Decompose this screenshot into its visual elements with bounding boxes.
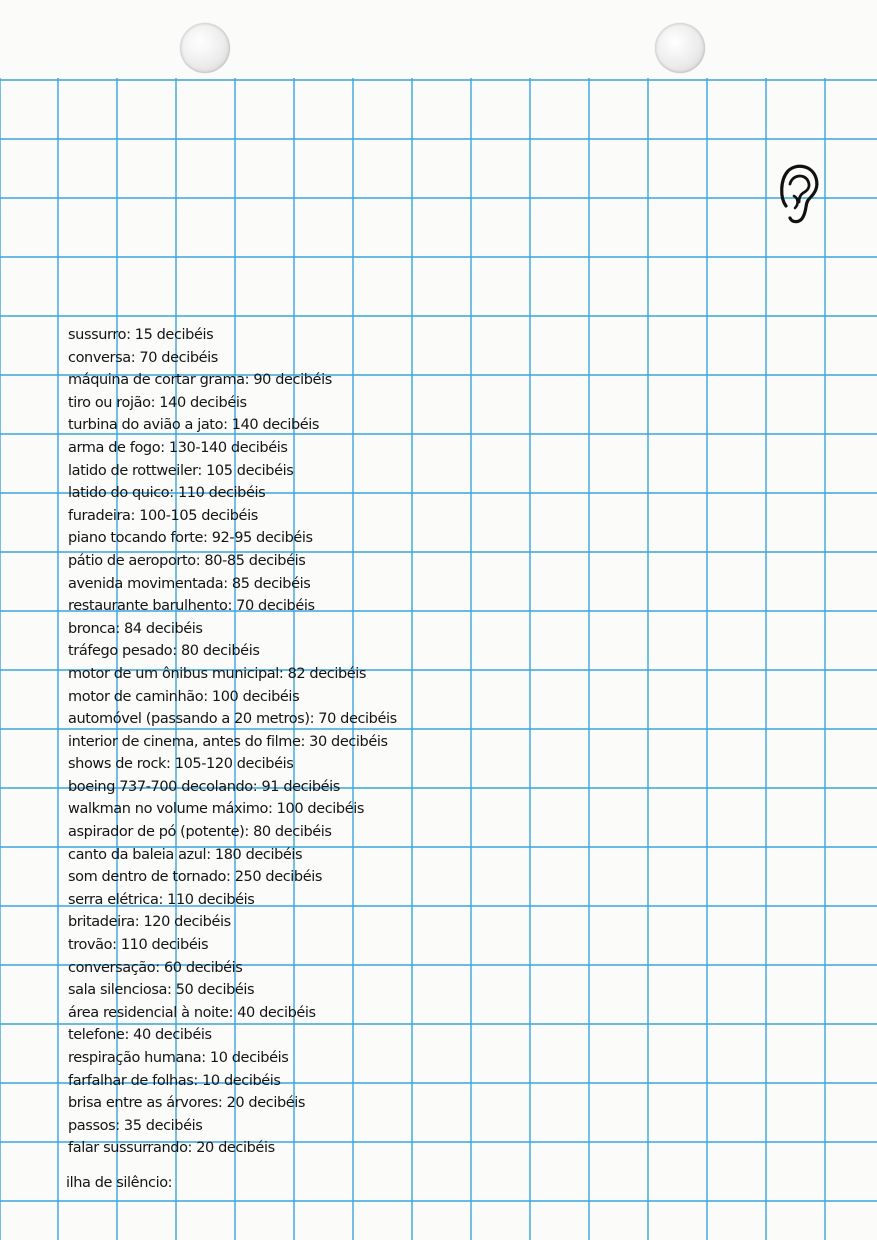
list-item: motor de caminhão: 100 decibéis: [68, 688, 300, 705]
list-item: turbina do avião a jato: 140 decibéis: [68, 417, 320, 434]
list-item: trovão: 110 decibéis: [68, 937, 209, 954]
list-item: bronca: 84 decibéis: [68, 620, 203, 637]
footer-label: ilha de silêncio:: [66, 1175, 173, 1191]
list-item: interior de cinema, antes do filme: 30 decibéis: [68, 733, 388, 750]
list-item: automóvel (passando a 20 metros): 70 decibéis: [68, 711, 397, 728]
list-item: farfalhar de folhas: 10 decibéis: [68, 1072, 281, 1089]
list-item: brisa entre as árvores: 20 decibéis: [68, 1095, 306, 1112]
list-item: latido de rottweiler: 105 decibéis: [68, 462, 294, 479]
list-item: máquina de cortar grama: 90 decibéis: [68, 372, 332, 389]
list-item: área residencial à noite: 40 decibéis: [68, 1004, 316, 1021]
list-item: aspirador de pó (potente): 80 decibéis: [68, 824, 332, 841]
list-item: sala silenciosa: 50 decibéis: [68, 982, 255, 999]
list-item: restaurante barulhento: 70 decibéis: [68, 598, 315, 615]
list-item: serra elétrica: 110 decibéis: [68, 891, 255, 908]
list-item: piano tocando forte: 92-95 decibéis: [68, 530, 313, 547]
list-item: boeing 737-700 decolando: 91 decibéis: [68, 778, 340, 795]
list-item: shows de rock: 105-120 decibéis: [68, 756, 294, 773]
list-item: conversação: 60 decibéis: [68, 959, 243, 976]
list-item: tiro ou rojão: 140 decibéis: [68, 394, 247, 411]
list-item: respiração humana: 10 decibéis: [68, 1050, 289, 1066]
list-item: sussurro: 15 decibéis: [68, 327, 214, 343]
list-item: britadeira: 120 decibéis: [68, 914, 231, 931]
list-item: avenida movimentada: 85 decibéis: [68, 575, 311, 592]
list-item: walkman no volume máximo: 100 decibéis: [68, 801, 365, 818]
decibel-list: [68, 324, 397, 1160]
list-item: furadeira: 100-105 decibéis: [68, 507, 258, 524]
list-item: falar sussurrando: 20 decibéis: [68, 1140, 275, 1157]
list-item: telefone: 40 decibéis: [68, 1027, 212, 1044]
list-item: passos: 35 decibéis: [68, 1117, 203, 1134]
list-item: canto da baleia azul: 180 decibéis: [68, 846, 303, 863]
list-item: arma de fogo: 130-140 decibéis: [68, 439, 288, 456]
list-item: tráfego pesado: 80 decibéis: [68, 643, 260, 660]
list-item: som dentro de tornado: 250 decibéis: [68, 869, 323, 886]
list-item: conversa: 70 decibéis: [68, 349, 218, 366]
list-item: latido do quico: 110 decibéis: [68, 485, 266, 502]
punch-hole-icon: [655, 23, 705, 73]
punch-hole-icon: [180, 23, 230, 73]
ear-icon: [774, 160, 820, 230]
list-item: pátio de aeroporto: 80-85 decibéis: [68, 552, 306, 569]
list-item: motor de um ônibus municipal: 82 decibéis: [68, 665, 367, 682]
